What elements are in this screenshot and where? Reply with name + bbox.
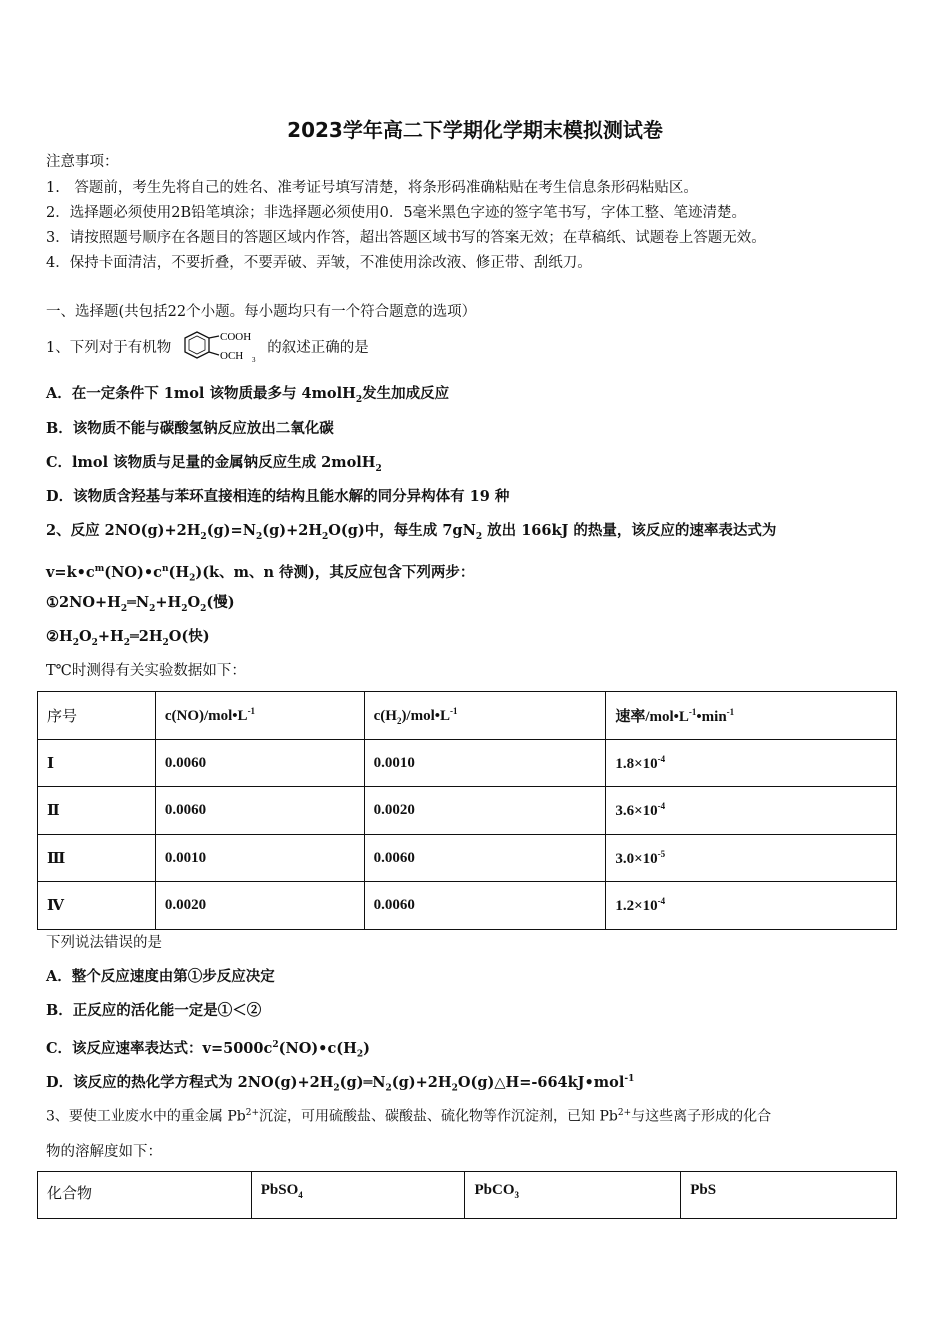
mol-sub-label: 3	[252, 356, 256, 364]
q1-stem	[46, 328, 369, 368]
table-header-row	[38, 692, 897, 740]
table-header-cell: 化合物	[38, 1172, 252, 1219]
q2-temp-note: T℃时测得有关实验数据如下：	[46, 663, 246, 679]
table-header-cell: 速率$/mol•L^{-1}•\min^{-1}$	[606, 692, 897, 740]
q3-stem-line2: 物的溶解度如下：	[46, 1144, 162, 1160]
rate-data-table	[37, 691, 897, 930]
table-header-cell: 序号	[38, 692, 156, 740]
notice-item: 1. 答题前，考生先将自己的姓名、准考证号填写清楚，将条形码准确粘贴在考生信息条形码粘贴区。	[46, 180, 698, 196]
q2-stem-line2: $v=k•c^m(NO)•c^n(H_2)(k$、m、n 待测)，其反应包含下列两步：	[46, 563, 475, 584]
q3-stem-line1: 3、要使工业废水中的重金属 $Pb^{2+}$沉淀，可用硫酸盐、碳酸盐、硫化物等作沉淀剂，已知 $Pb^{2+}$与这些离子形成的化合	[46, 1108, 772, 1125]
q1-prefix: 1、下列对于有机物	[46, 340, 172, 356]
q1-option-d[interactable]: D．该物质含羟基与苯环直接相连的结构且能水解的同分异构体有 19 种	[46, 488, 510, 505]
table-header-row	[38, 1172, 897, 1219]
mol-cooh-label: COOH	[220, 331, 252, 343]
q2-question: 下列说法错误的是	[46, 935, 162, 951]
table-header-cell: PbS	[681, 1172, 897, 1219]
notice-item: 2．选择题必须使用2B铅笔填涂；非选择题必须使用0．5毫米黑色字迹的签字笔书写，字体工整、笔迹清楚。	[46, 205, 747, 221]
q2-option-a[interactable]: A．整个反应速度由第①步反应决定	[46, 968, 275, 985]
table-header-cell: $c(H_2)/mol•L^{-1}$	[364, 692, 606, 740]
notice-item: 3．请按照题号顺序在各题目的答题区域内作答，超出答题区域书写的答案无效；在草稿纸、试题卷上答题无效。	[46, 230, 766, 246]
table-row: Ⅱ 0.0060 0.0020 $3.6\times 10^{-4}$	[38, 787, 897, 835]
table-row: Ⅲ 0.0010 0.0060 $3.0\times 10^{-5}$	[38, 835, 897, 882]
q2-option-d[interactable]: D．该反应的热化学方程式为 $2NO(g)+2H_2(g)═N_2(g)+2H_2O(g)\triangle H=-664kJ•mol^{-1}$	[46, 1073, 635, 1094]
q1-option-b[interactable]: B．该物质不能与碳酸氢钠反应放出二氧化碳	[46, 420, 334, 437]
mol-och3-label: OCH	[220, 350, 244, 362]
table-row: Ⅳ 0.0020 0.0060 $1.2\times 10^{-4}$	[38, 882, 897, 930]
molecule-structure-icon	[173, 328, 265, 368]
solubility-table	[37, 1171, 897, 1219]
q2-option-c[interactable]: C．该反应速率表达式：$v=5000c^2(NO)•c(H_2)$	[46, 1039, 370, 1060]
q1-suffix: 的叙述正确的是	[267, 340, 369, 356]
section-heading: 一、选择题(共包括22个小题。每小题均只有一个符合题意的选项）	[46, 304, 477, 320]
q1-option-a[interactable]: A．在一定条件下 1mol 该物质最多与 4molH$_2$发生加成反应	[46, 385, 450, 405]
q2-option-b[interactable]: B．正反应的活化能一定是①＜②	[46, 1002, 262, 1019]
notice-heading: 注意事项：	[46, 154, 119, 170]
notice-item: 4．保持卡面清洁，不要折叠，不要弄破、弄皱，不准使用涂改液、修正带、刮纸刀。	[46, 255, 592, 271]
table-header-cell: PbSO$_4$	[251, 1172, 465, 1219]
q2-step1: $①2NO+H_2═N_2+H_2O_2$(慢)	[46, 594, 235, 614]
q2-step2: $②H_2O_2+H_2═2H_2O$(快)	[46, 628, 210, 648]
q1-option-c[interactable]: C．lmol 该物质与足量的金属钠反应生成 2molH$_2$	[46, 454, 382, 474]
page-title: 2023学年高二下学期化学期末模拟测试卷	[287, 118, 663, 142]
table-header-cell: PbCO$_3$	[465, 1172, 681, 1219]
q2-stem-line1: 2、反应 $2NO(g)+2H_2(g)=N_2(g)+2H_2O(g)$中，每生成 $7gN_2$ 放出 166kJ 的热量，该反应的速率表达式为	[46, 522, 777, 542]
table-header-cell: $c(NO)/mol•L^{-1}$	[155, 692, 364, 740]
table-row: Ⅰ 0.0060 0.0010 $1.8\times 10^{-4}$	[38, 740, 897, 787]
